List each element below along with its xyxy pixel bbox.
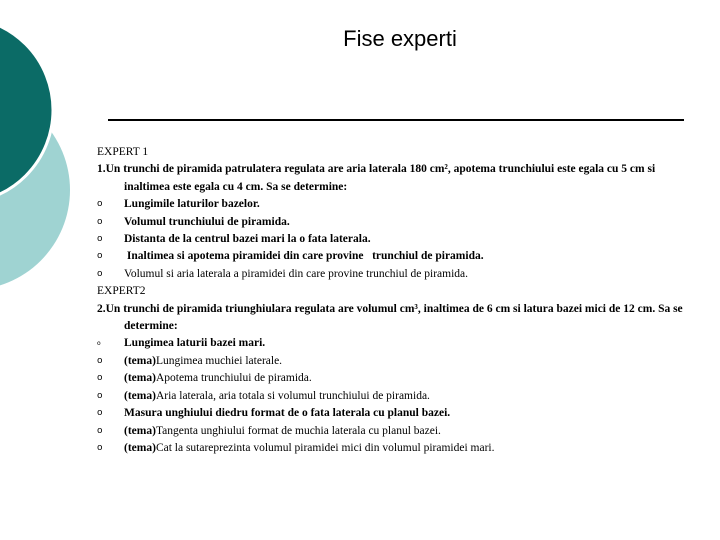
list-item <box>97 248 692 265</box>
bullet-icon: o <box>97 251 103 262</box>
list-item-text: Lungimile laturilor bazelor. <box>124 198 260 211</box>
slide-title: Fise experti <box>343 26 457 51</box>
homework-tag: (tema) <box>124 424 156 437</box>
bullet-icon: o <box>97 425 103 436</box>
list-item <box>97 370 692 387</box>
list-item-text: Volumul si aria laterala a piramidei din care provine trunchiul de piramida. <box>124 267 469 280</box>
list-item-text: Inaltimea si apotema piramidei din care provine trunchiul de piramida. <box>124 250 484 263</box>
homework-tag: (tema) <box>124 441 156 454</box>
list-item <box>97 353 692 370</box>
bullet-icon: o <box>97 340 101 348</box>
bullet-icon: o <box>97 199 103 210</box>
list-item-text: Distanta de la centrul bazei mari la o fata laterala. <box>124 233 371 246</box>
expert1-heading: EXPERT 1 <box>97 146 149 158</box>
list-item <box>97 196 692 213</box>
title-divider <box>108 119 684 121</box>
homework-tag: (tema) <box>124 372 156 385</box>
list-item-text: Lungimea laturii bazei mari. <box>124 337 266 350</box>
list-item <box>97 388 692 405</box>
expert1-problem: 1.Un trunchi de piramida patrulatera regulata are aria laterala 180 cm², apotema trunchiului este egala cu 5 cm si inaltimea este egala cu 4 cm. Sa se determine: <box>97 163 656 193</box>
homework-tag: (tema) <box>124 389 156 402</box>
list-item <box>97 440 692 457</box>
expert2-problem: 2.Un trunchi de piramida triunghiulara regulata are volumul cm³, inaltimea de 6 cm si latura bazei mici de 12 cm. Sa se determine: <box>97 302 683 333</box>
list-item-text: Lungimea muchiei laterale. <box>155 354 283 367</box>
bullet-icon: o <box>97 373 103 384</box>
expert2-heading: EXPERT2 <box>97 285 146 298</box>
bullet-icon: o <box>97 442 103 453</box>
list-item <box>97 405 692 422</box>
list-item-text: Masura unghiului diedru format de o fata laterala cu planul bazei. <box>124 407 451 420</box>
bullet-icon: o <box>97 234 103 245</box>
list-item <box>97 266 692 283</box>
list-item-text: Aria laterala, aria totala si volumul trunchiului de piramida. <box>155 389 430 402</box>
decorative-circles <box>0 0 110 300</box>
list-item-text: Tangenta unghiului format de muchia laterala cu planul bazei. <box>155 424 441 437</box>
bullet-icon: o <box>97 408 103 419</box>
bullet-icon: o <box>97 390 103 401</box>
list-item-text: Volumul trunchiului de piramida. <box>124 215 290 228</box>
list-item <box>97 231 692 248</box>
list-item <box>97 335 692 352</box>
bullet-icon: o <box>97 355 103 366</box>
slide-content <box>97 144 692 457</box>
list-item <box>97 423 692 440</box>
bullet-icon: o <box>97 216 103 227</box>
list-item <box>97 214 692 231</box>
list-item-text: Cat la sutareprezinta volumul piramidei mici din volumul piramidei mari. <box>155 441 495 454</box>
bullet-icon: o <box>97 268 103 279</box>
homework-tag: (tema) <box>124 354 156 367</box>
list-item-text: Apotema trunchiului de piramida. <box>155 372 312 385</box>
